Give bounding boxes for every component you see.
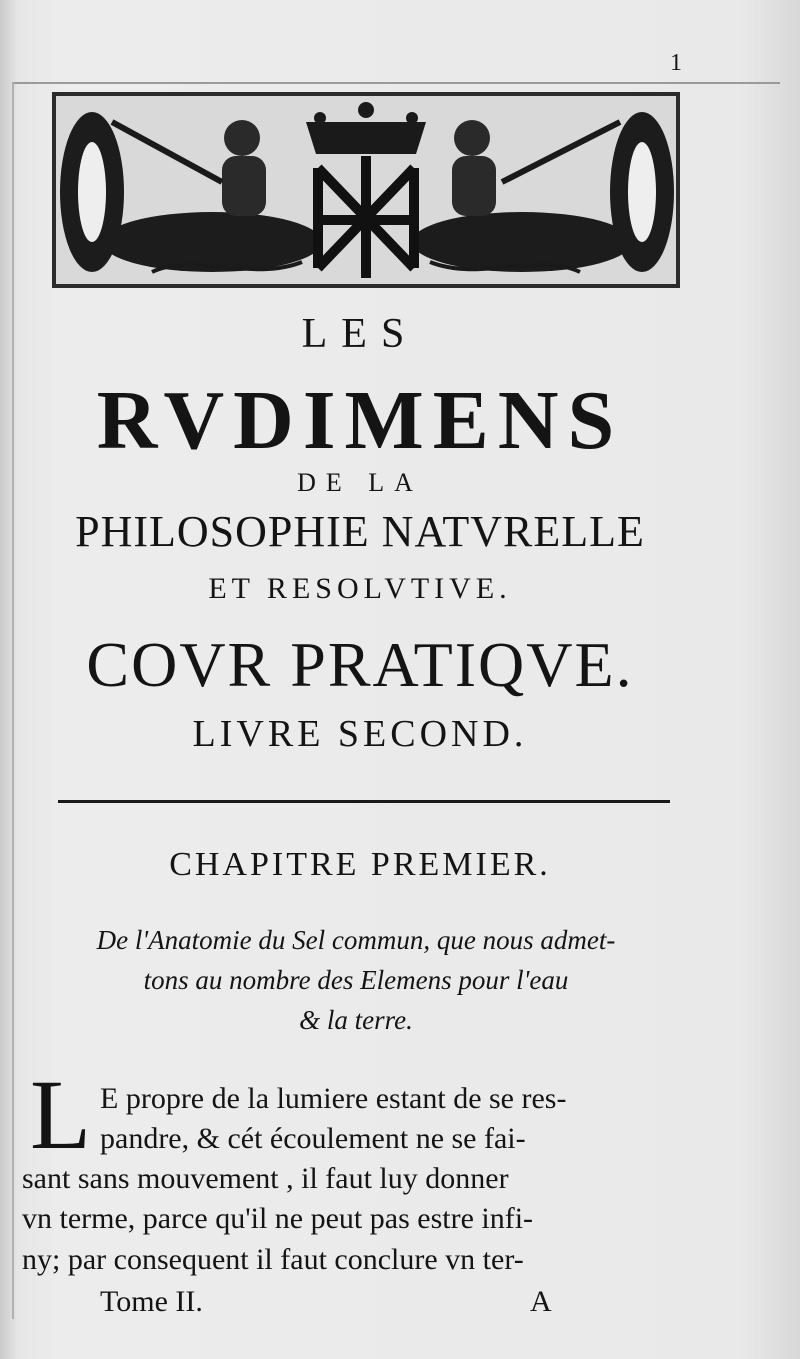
signature-mark: A bbox=[530, 1285, 552, 1318]
section-divider bbox=[58, 800, 670, 803]
body-line: ny; par consequent il faut conclure vn ter- bbox=[22, 1243, 524, 1276]
drop-cap: L bbox=[30, 1059, 92, 1170]
title-les: LES bbox=[301, 311, 419, 357]
top-rule bbox=[14, 82, 780, 84]
subtitle-line: & la terre. bbox=[299, 1005, 413, 1035]
signature-tome: Tome II. bbox=[100, 1285, 203, 1318]
body-line: vn terme, parce qu'il ne peut pas estre infi- bbox=[22, 1202, 534, 1235]
title-philosophie: PHILOSOPHIE NATVRELLE bbox=[75, 507, 645, 556]
chapter-subtitle bbox=[36, 920, 676, 1040]
chapter-heading: CHAPITRE PREMIER. bbox=[169, 846, 551, 883]
title-de-la: DE LA bbox=[297, 468, 423, 497]
page-number: 1 bbox=[670, 50, 682, 76]
title-resolutive: ET RESOLVTIVE. bbox=[208, 572, 512, 605]
subtitle-line: tons au nombre des Elemens pour l'eau bbox=[143, 965, 569, 995]
body-line: pandre, & cét écoulement ne se fai- bbox=[100, 1122, 526, 1155]
subtitle-line: De l'Anatomie du Sel commun, que nous admet- bbox=[96, 925, 616, 955]
title-livre-second: LIVRE SECOND. bbox=[192, 713, 528, 755]
body-line: sant sans mouvement , il faut luy donner bbox=[22, 1162, 509, 1195]
body-line: E propre de la lumiere estant de se res- bbox=[100, 1082, 567, 1115]
headpiece-ornament-icon bbox=[52, 92, 680, 288]
title-rudimens: RVDIMENS bbox=[96, 374, 624, 467]
title-cour-pratique: COVR PRATIQVE. bbox=[86, 629, 634, 700]
